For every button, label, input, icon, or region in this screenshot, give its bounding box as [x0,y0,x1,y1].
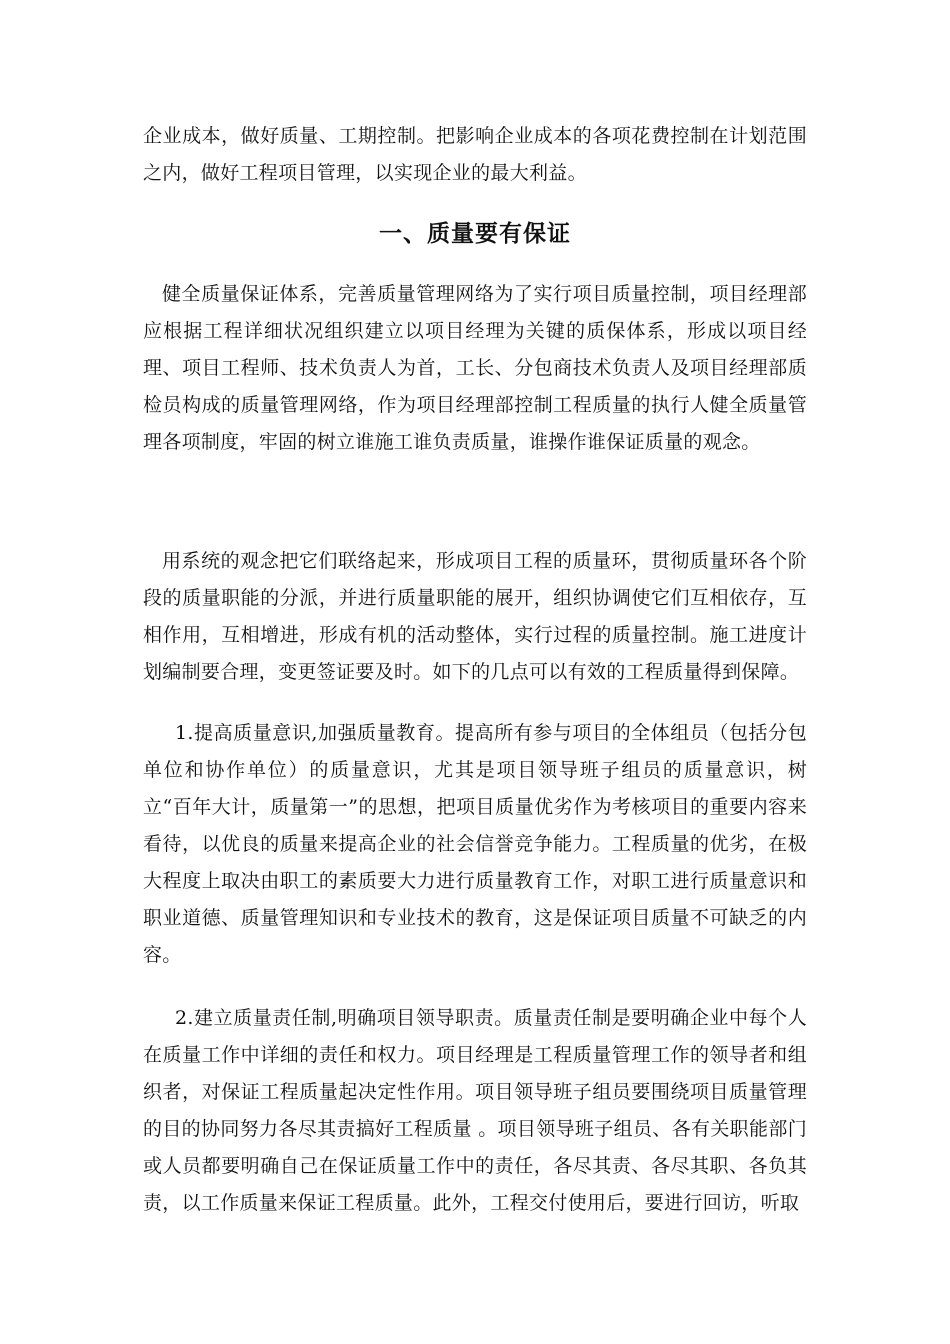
intro-paragraph: 企业成本，做好质量、工期控制。把影响企业成本的各项花费控制在计划范围之内，做好工程项目管理，以实现企业的最大利益。 [143,125,807,184]
paragraph-quality-system: 健全质量保证体系，完善质量管理网络为了实行项目质量控制，项目经理部应根据工程详细状况组织建立以项目经理为关键的质保体系，形成以项目经理、项目工程师、技术负责人为首，工长、分包商技术负责人及项目经理部质检员构成的质量管理网络，作为项目经理部控制工程质量的执行人健全质量管理各项制度，牢固的树立谁施工谁负责质量，谁操作谁保证质量的观念。 [143,283,807,453]
paragraph-quality-loop: 用系统的观念把它们联络起来，形成项目工程的质量环，贯彻质量环各个阶段的质量职能的分派，并进行质量职能的展开，组织协调使它们互相依存，互相作用，互相增进，形成有机的活动整体，实行过程的质量控制。施工进度计划编制要合理，变更签证要及时。如下的几点可以有效的工程质量得到保障。 [143,550,807,683]
section-heading: 一、质量要有保证 [379,220,571,247]
paragraph-point-1: 1.提高质量意识,加强质量教育。提高所有参与项目的全体组员（包括分包单位和协作单位）的质量意识，尤其是项目领导班子组员的质量意识，树立“百年大计，质量第一”的思想，把项目质量优劣作为考核项目的重要内容来看待，以优良的质量来提高企业的社会信誉竞争能力。工程质量的优劣，在极大程度上取决由职工的素质要大力进行质量教育工作，对职工进行质量意识和职业道德、质量管理知识和专业技术的教育，这是保证项目质量不可缺乏的内容。 [143,722,807,966]
paragraph-point-2: 2.建立质量责任制,明确项目领导职责。质量责任制是要明确企业中每个人在质量工作中详细的责任和权力。项目经理是工程质量管理工作的领导者和组织者，对保证工程质量起决定性作用。项目领导班子组员要围绕项目质量管理的目的协同努力各尽其责搞好工程质量 。项目领导班子组员、各有关职能部门或人员都要明确自己在保证质量工作中的责任，各尽其责、各尽其职、各负其责，以工作质量来保证工程质量。此外，工程交付使用后，要进行回访，听取 [143,1007,807,1214]
